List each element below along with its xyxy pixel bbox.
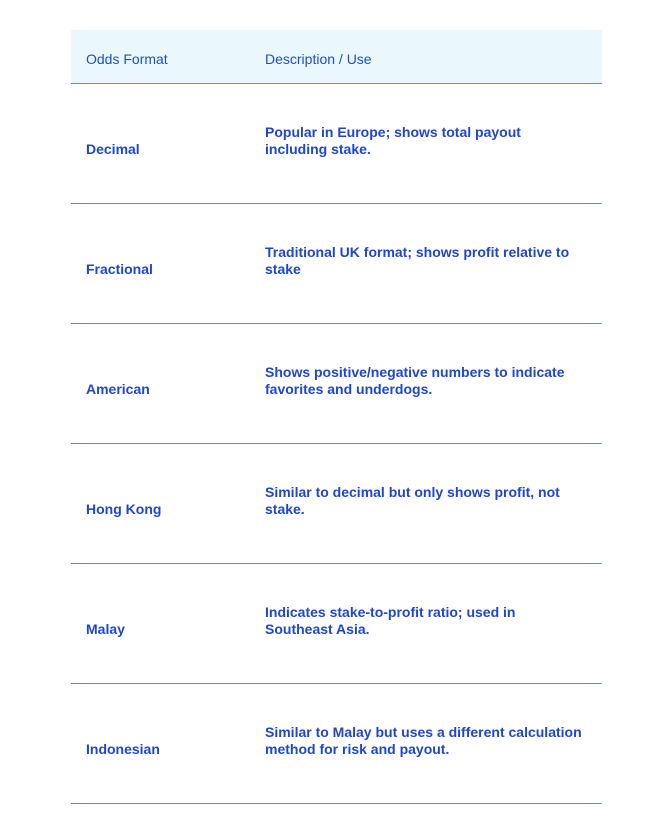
odds-format-cell: Fractional	[86, 260, 153, 277]
description-cell: Shows positive/negative numbers to indicate favorites and underdogs.	[265, 363, 565, 397]
description-cell: Popular in Europe; shows total payout including stake.	[265, 123, 521, 157]
table-row	[71, 324, 602, 444]
odds-format-table	[71, 30, 602, 804]
odds-format-cell: Hong Kong	[86, 500, 162, 517]
description-cell: Similar to decimal but only shows profit, not stake.	[265, 483, 560, 517]
table-row	[71, 444, 602, 564]
description-cell: Similar to Malay but uses a different calculation method for risk and payout.	[265, 723, 582, 757]
odds-format-cell: Decimal	[86, 140, 140, 157]
odds-format-cell: American	[86, 380, 150, 397]
description-cell: Indicates stake-to-profit ratio; used in Southeast Asia.	[265, 603, 516, 637]
table-row	[71, 204, 602, 324]
table-row	[71, 84, 602, 204]
table-header-row	[71, 30, 602, 84]
table-row	[71, 684, 602, 804]
header-description: Description / Use	[265, 50, 372, 67]
odds-format-cell: Malay	[86, 620, 125, 637]
description-cell: Traditional UK format; shows profit relative to stake	[265, 243, 570, 277]
odds-format-cell: Indonesian	[86, 740, 160, 757]
table-row	[71, 564, 602, 684]
header-odds-format: Odds Format	[86, 50, 168, 67]
